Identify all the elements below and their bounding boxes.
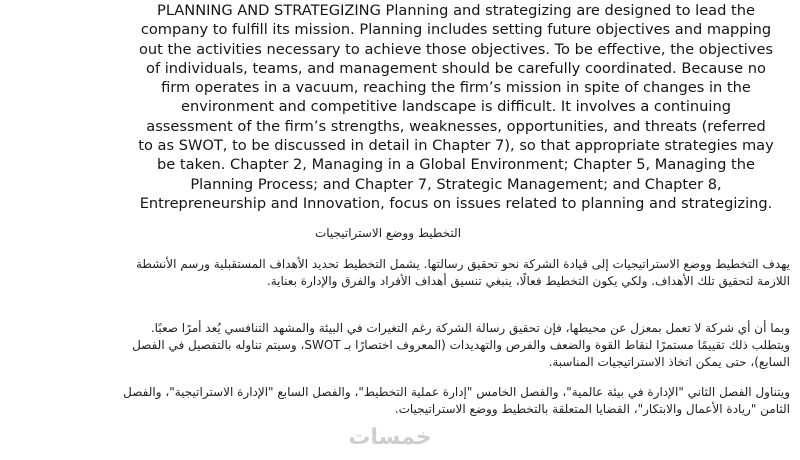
arabic-paragraph-1: يهدف التخطيط ووضع الاستراتيجيات إلى قيادة الشركة نحو تحقيق رسالتها. يشمل التخطيط تحديد الأهداف المستقبلية ورسم الأنشطة اللازمة لتحقيق تلك الأهداف. ولكي يكون التخطيط فعالًا، ينبغي تنسيق أهداف الأفراد والفرق والإدارة بعناية. (135, 257, 790, 288)
arabic-title: التخطيط ووضع الاستراتيجيات (314, 226, 462, 240)
arabic-paragraph-2: وبما أن أي شركة لا تعمل بمعزل عن محيطها، فإن تحقيق رسالة الشركة رغم التغيرات في البيئة والمشهد التنافسي يُعد أمرًا صعبًا. ويتطلب ذلك تقييمًا مستمرًا لنقاط القوة والضعف والفرص والتهديدات (المعروف اختصارًا بـ SWOT، وسيتم تناوله بالتفصيل في الفصل السابع)، حتى يمكن اتخاذ الاستراتيجيات المناسبة. (132, 321, 790, 369)
english-heading: PLANNING AND STRATEGIZING (157, 2, 381, 19)
watermark-text: خمسات (348, 425, 432, 450)
khamsat-watermark-logo (330, 425, 450, 459)
english-paragraph (138, 1, 774, 213)
arabic-paragraph-3: ويتناول الفصل الثاني "الإدارة في بيئة عالمية"، والفصل الخامس "إدارة عملية التخطيط"، والفصل السابع "الإدارة الاستراتيجية"، والفصل الثامن "ريادة الأعمال والابتكار"، القضايا المتعلقة بالتخطيط ووضع الاستراتيجيات. (123, 385, 790, 416)
english-body: Planning and strategizing are designed to lead the company to fulfill its mission. Planning includes setting future objectives and mapping out the activities necessary to achieve those objectives. To be effective, the objectives of individuals, teams, and management should be carefully coordinated. Because no firm operates in a vacuum, reaching the firm’s mission in spite of changes in the environment and competitive landscape is difficult. It involves a continuing assessment of the firm’s strengths, weaknesses, opportunities, and threats (referred to as SWOT, to be discussed in detail in Chapter 7), so that appropriate strategies may be taken. Chapter 2, Managing in a Global Environment; Chapter 5, Managing the Planning Process; and Chapter 7, Strategic Management; and Chapter 8, Entrepreneurship and Innovation, focus on issues related to planning and strategizing. (138, 2, 774, 212)
